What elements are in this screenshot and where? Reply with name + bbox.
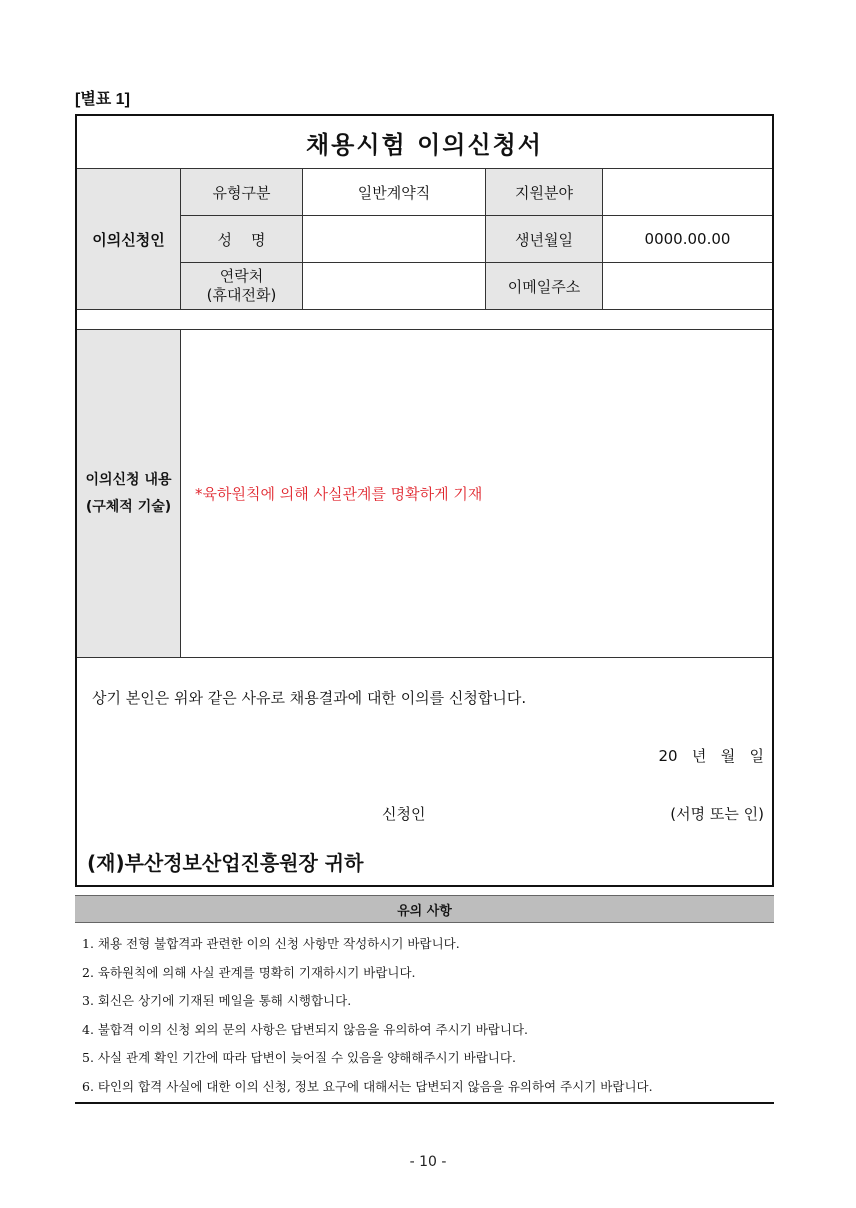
birthdate-label: 생년월일 (486, 216, 603, 263)
content-textarea[interactable] (181, 330, 772, 658)
bottom-divider (75, 1102, 774, 1104)
page-number: - 10 - (409, 1154, 447, 1170)
declaration-area (77, 657, 772, 885)
applicant-section-label: 이의신청인 (77, 169, 181, 310)
notice-item: 1. 채용 전형 불합격과 관련한 이의 신청 사항만 작성하시기 바랍니다. (82, 936, 460, 951)
field-of-application-field[interactable] (603, 169, 772, 216)
contact-label-line1: 연락처 (219, 267, 264, 285)
form-title: 채용시험 이의신청서 (77, 116, 772, 169)
annex-label: [별표 1] (75, 91, 130, 108)
type-label: 유형구분 (181, 169, 303, 216)
content-section-label (77, 330, 181, 658)
birthdate-field[interactable]: 0000.00.00 (603, 216, 772, 263)
name-label: 성 명 (181, 216, 303, 263)
contact-label-line2: (휴대전화) (206, 286, 277, 304)
content-hint: *육하원칙에 의해 사실관계를 명확하게 기재 (195, 485, 483, 503)
declaration-text: 상기 본인은 위와 같은 사유로 채용결과에 대한 이의를 신청합니다. (92, 689, 527, 707)
applicant-label: 신청인 (382, 805, 426, 823)
date-line[interactable]: 20 년 월 일 (658, 747, 764, 765)
notice-item: 4. 불합격 이의 신청 외의 문의 사항은 답변되지 않음을 유의하여 주시기 바랍니다. (82, 1021, 529, 1037)
content-label-line1: 이의신청 내용 (85, 471, 172, 488)
email-field[interactable] (603, 263, 772, 310)
signature-label[interactable]: (서명 또는 인) (670, 805, 764, 823)
name-field[interactable] (303, 216, 486, 263)
notice-item: 3. 회신은 상기에 기재된 메일을 통해 시행합니다. (82, 993, 352, 1009)
email-label: 이메일주소 (486, 263, 603, 310)
notice-item: 5. 사실 관계 확인 기간에 따라 답변이 늦어질 수 있음을 양해해주시기 바랍니다. (82, 1050, 516, 1066)
contact-label (181, 263, 303, 310)
spacer-row (77, 310, 772, 330)
notice-item: 2. 육하원칙에 의해 사실 관계를 명확히 기재하시기 바랍니다. (82, 964, 416, 980)
addressee: (재)부산정보산업진흥원장 귀하 (87, 851, 364, 875)
contact-field[interactable] (303, 263, 486, 310)
field-of-application-label: 지원분야 (486, 169, 603, 216)
type-value-field[interactable]: 일반계약직 (303, 169, 486, 216)
notice-item: 6. 타인의 합격 사실에 대한 이의 신청, 정보 요구에 대해서는 답변되지 않음을 유의하여 주시기 바랍니다. (82, 1078, 653, 1094)
notices-list (82, 930, 772, 1102)
objection-form (75, 114, 774, 887)
notices-title: 유의 사항 (75, 895, 774, 923)
content-label-line2: (구체적 기술) (85, 498, 172, 515)
